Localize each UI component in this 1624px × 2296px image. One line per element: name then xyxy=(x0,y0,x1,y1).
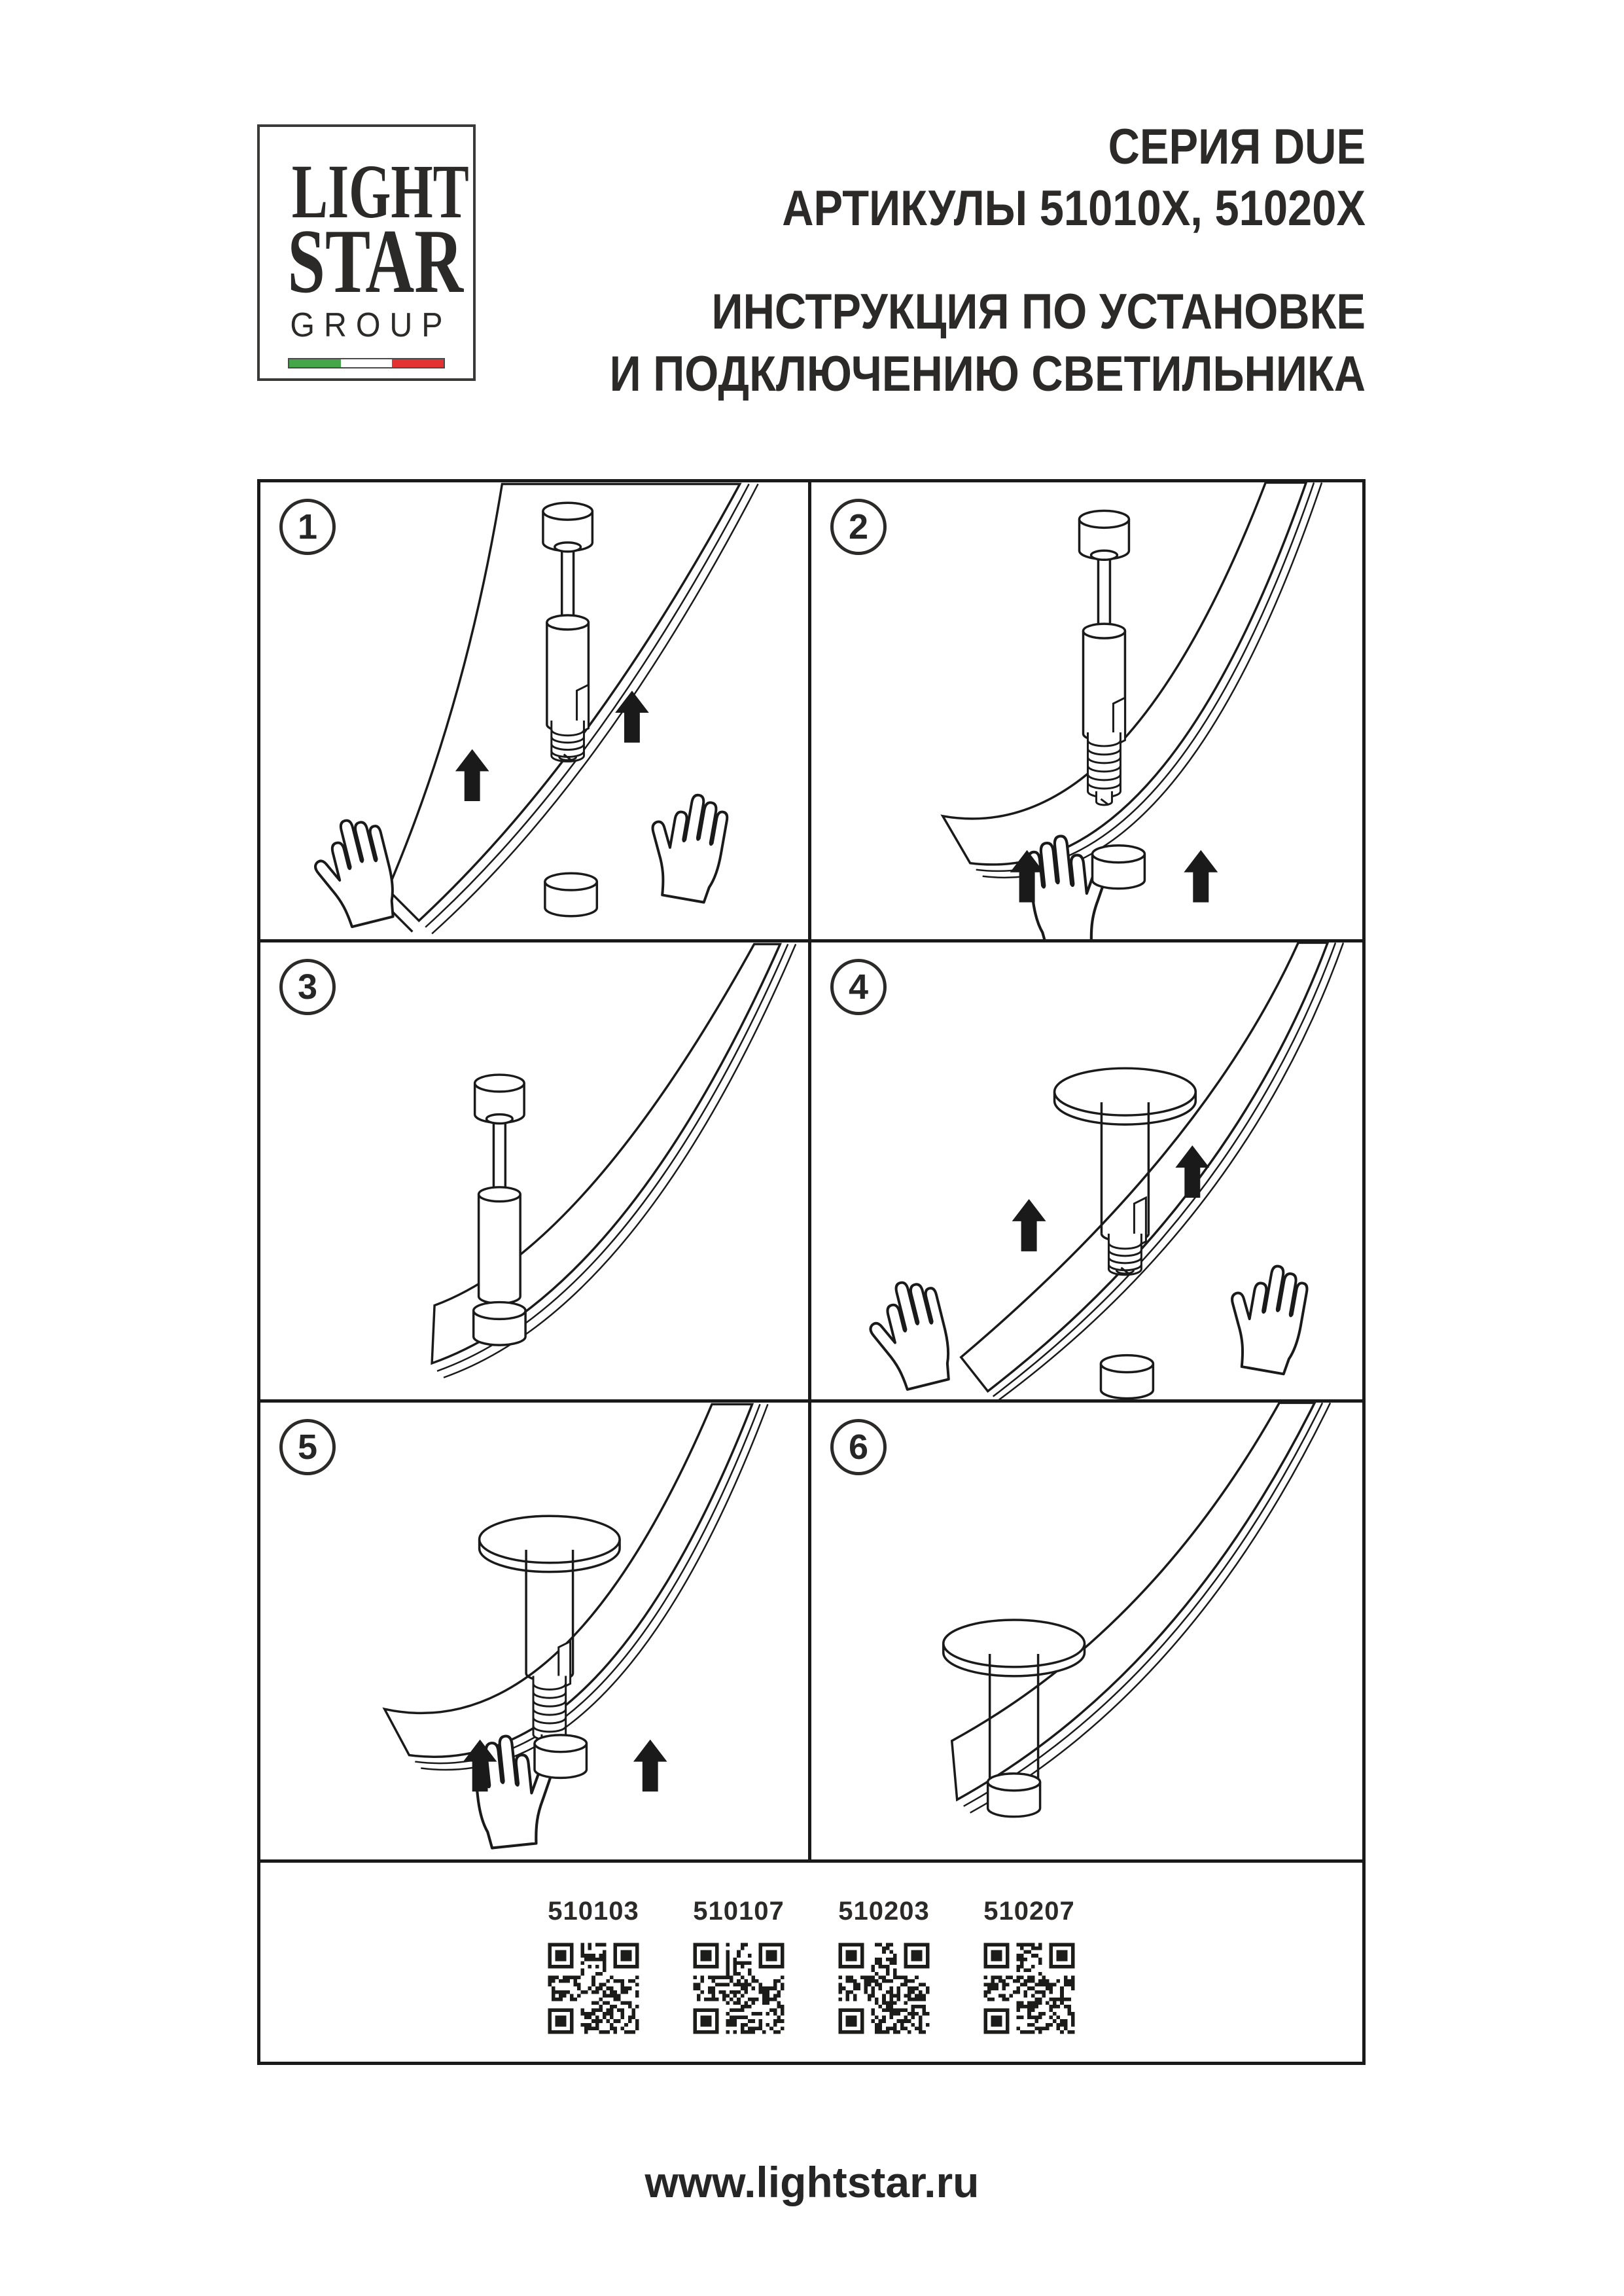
panel-step-5 xyxy=(260,1403,811,1863)
series-title: СЕРИЯ DUE xyxy=(1108,119,1366,175)
article-number: 510207 xyxy=(983,1897,1075,1926)
track-band xyxy=(952,1403,1315,1799)
step-number-badge: 3 xyxy=(279,959,336,1015)
step-number-badge: 4 xyxy=(830,959,887,1015)
instruction-title-1: ИНСТРУКЦИЯ ПО УСТАНОВКЕ xyxy=(711,284,1366,340)
instruction-grid xyxy=(257,479,1366,2065)
panel-step-4 xyxy=(811,942,1362,1403)
flag-green xyxy=(289,359,341,367)
articles-line: АРТИКУЛЫ 51010Х, 51020Х xyxy=(782,181,1366,237)
step-1-illustration xyxy=(260,482,808,939)
article-number: 510203 xyxy=(838,1897,930,1926)
step-number-badge: 2 xyxy=(830,499,887,555)
header-block xyxy=(506,117,1366,405)
qr-code xyxy=(544,1939,643,2037)
track-band xyxy=(385,1404,752,1757)
logo-group-text: GROUP xyxy=(290,306,452,344)
panel-step-1 xyxy=(260,482,811,942)
qr-item xyxy=(690,1897,788,2062)
qr-strip xyxy=(260,1863,1362,2062)
lightstar-logo xyxy=(257,124,476,381)
italian-flag-icon xyxy=(288,358,445,368)
website-url: www.lightstar.ru xyxy=(644,2158,980,2206)
step-4-illustration xyxy=(811,942,1362,1399)
step-number-badge: 6 xyxy=(830,1419,887,1475)
instruction-title-2: И ПОДКЛЮЧЕНИЮ СВЕТИЛЬНИКА xyxy=(609,346,1366,402)
qr-item xyxy=(544,1897,643,2062)
step-6-illustration xyxy=(811,1403,1362,1859)
panel-step-6 xyxy=(811,1403,1362,1863)
article-number: 510107 xyxy=(693,1897,785,1926)
qr-item xyxy=(835,1897,933,2062)
logo-star-text: STAR xyxy=(287,211,464,313)
article-number: 510103 xyxy=(548,1897,639,1926)
logo-light-text: LIGHT xyxy=(291,149,469,234)
step-3-illustration xyxy=(260,942,808,1399)
step-5-illustration xyxy=(260,1403,808,1859)
flag-red xyxy=(392,359,444,367)
step-number-badge: 5 xyxy=(279,1419,336,1475)
flag-white xyxy=(341,359,393,367)
step-2-illustration xyxy=(811,482,1362,939)
panel-step-3 xyxy=(260,942,811,1403)
step-number-badge: 1 xyxy=(279,499,336,555)
panel-step-2 xyxy=(811,482,1362,942)
qr-code xyxy=(690,1939,788,2037)
qr-code xyxy=(980,1939,1078,2037)
qr-code xyxy=(835,1939,933,2037)
qr-item xyxy=(980,1897,1078,2062)
